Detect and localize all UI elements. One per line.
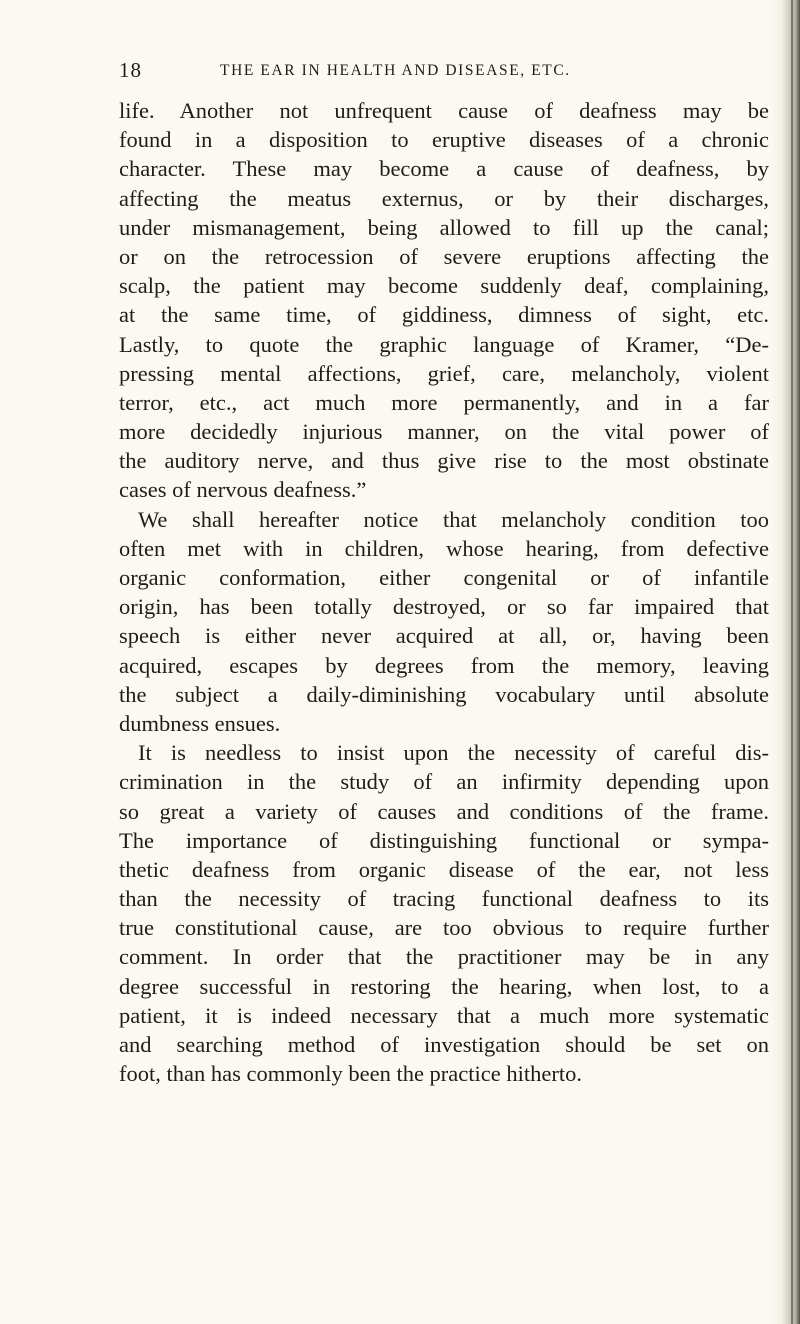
text-line: The importance of distinguishing functional or sympa-	[119, 827, 769, 853]
text-line: the auditory nerve, and thus give rise to the most obstinate	[119, 448, 769, 474]
text-line: character. These may become a cause of deafness, by	[119, 156, 769, 182]
text-line: It is needless to insist upon the necessity of careful dis-	[138, 740, 769, 766]
text-line: at the same time, of giddiness, dimness of sight, etc.	[119, 302, 769, 328]
text-line: true constitutional cause, are too obvious to require further	[119, 915, 769, 941]
text-line: under mismanagement, being allowed to fill up the canal;	[119, 214, 769, 240]
text-line: origin, has been totally destroyed, or so far impaired that	[119, 594, 769, 620]
text-line: life. Another not unfrequent cause of deafness may be	[119, 98, 769, 123]
text-line: patient, it is indeed necessary that a much more systematic	[119, 1002, 769, 1028]
text-line: often met with in children, whose hearing, from defective	[119, 535, 769, 561]
text-line: or on the retrocession of severe eruptions affecting the	[119, 243, 769, 269]
text-line: the subject a daily-diminishing vocabulary until absolute	[119, 681, 769, 707]
text-line: terror, etc., act much more permanently, and in a far	[119, 389, 769, 415]
text-line: dumbness ensues.	[119, 710, 281, 736]
text-line: speech is either never acquired at all, or, having been	[119, 623, 769, 649]
text-line: affecting the meatus externus, or by their discharges,	[119, 185, 769, 211]
text-line: so great a variety of causes and conditions of the frame.	[119, 798, 769, 824]
page-edge-line	[791, 0, 793, 1324]
body-text	[119, 96, 769, 1088]
text-line: thetic deafness from organic disease of the ear, not less	[119, 856, 769, 882]
text-line: organic conformation, either congenital or of infantile	[119, 565, 769, 590]
text-line: We shall hereafter notice that melancholy condition too	[138, 506, 769, 532]
text-line: found in a disposition to eruptive diseases of a chronic	[119, 127, 769, 153]
text-line: comment. In order that the practitioner may be in any	[119, 944, 769, 970]
page-edge-shadow	[770, 0, 800, 1324]
page-header	[119, 58, 719, 88]
text-line: crimination in the study of an infirmity depending upon	[119, 769, 769, 795]
text-line: than the necessity of tracing functional deafness to its	[119, 886, 769, 912]
text-line: foot, than has commonly been the practice hitherto.	[119, 1061, 582, 1087]
text-line: pressing mental affections, grief, care, melancholy, violent	[119, 360, 769, 386]
page-number: 18	[119, 58, 142, 82]
text-line: more decidedly injurious manner, on the vital power of	[119, 419, 769, 445]
text-line: acquired, escapes by degrees from the memory, leaving	[119, 652, 769, 678]
text-line: Lastly, to quote the graphic language of Kramer, “De-	[119, 331, 769, 357]
running-head: THE EAR IN HEALTH AND DISEASE, ETC.	[220, 62, 571, 79]
text-line: cases of nervous deafness.”	[119, 477, 367, 503]
text-line: and searching method of investigation should be set on	[119, 1032, 769, 1057]
text-line: scalp, the patient may become suddenly deaf, complaining,	[119, 273, 769, 299]
text-line: degree successful in restoring the hearing, when lost, to a	[119, 973, 769, 999]
